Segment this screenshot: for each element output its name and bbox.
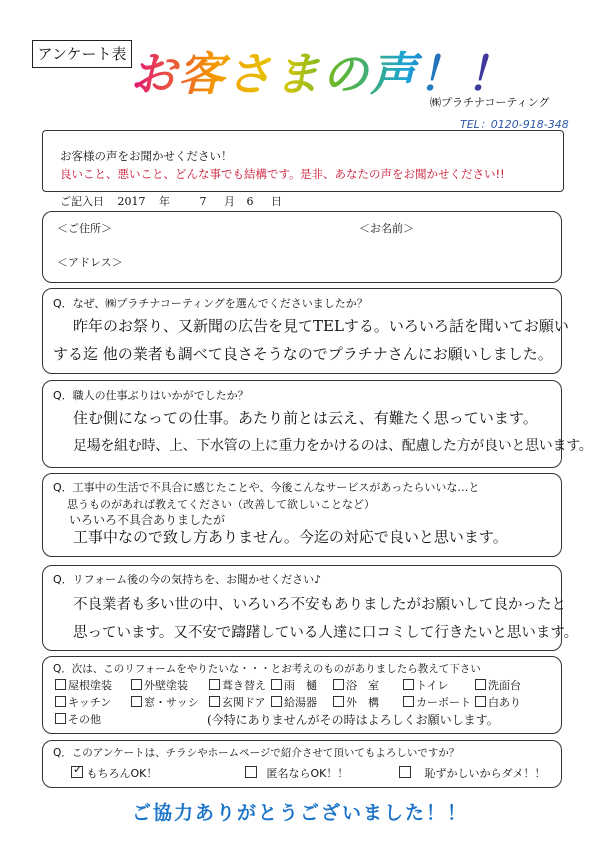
reform-option-label: 雨 樋 xyxy=(284,679,317,692)
question-box-1 xyxy=(42,288,569,374)
date-year-unit: 年 xyxy=(159,195,170,208)
address-label: ＜ご住所＞ xyxy=(57,222,112,235)
reform-option[interactable] xyxy=(403,677,448,693)
checkbox-icon[interactable] xyxy=(55,696,66,707)
reform-option[interactable] xyxy=(475,694,521,710)
checkbox-icon[interactable] xyxy=(131,696,142,707)
reform-option[interactable] xyxy=(333,677,379,693)
option-anonymous[interactable] xyxy=(245,765,348,781)
date-line xyxy=(60,193,282,209)
answer-3-small: いろいろ不具合ありましたが xyxy=(69,513,226,527)
option-ok[interactable] xyxy=(71,765,157,781)
question-2: Q．職人の仕事ぶりはいかがでしたか？ xyxy=(53,389,249,402)
answer-4-line-2: 思っています。又不安で躊躇している人達に口コミして行きたいと思います。 xyxy=(73,625,579,641)
question-box-6 xyxy=(42,740,562,788)
reform-option[interactable] xyxy=(271,677,317,693)
company-tel: TEL：0120-918-348 xyxy=(460,118,569,131)
date-day-unit: 日 xyxy=(271,195,282,208)
answer-3-main: 工事中なので致し方ありません。今迄の対応で良いと思います。 xyxy=(73,528,508,546)
checkbox-icon[interactable] xyxy=(55,713,66,724)
reform-option[interactable] xyxy=(403,694,471,710)
q5-handwritten-note: (今特にありませんがその時はよろしくお願いします。 xyxy=(207,713,499,727)
reform-option[interactable] xyxy=(131,677,188,693)
reform-option-label: 外 構 xyxy=(346,696,379,709)
reform-option-label: 玄関ドア xyxy=(222,696,266,709)
checkbox-icon[interactable] xyxy=(475,696,486,707)
answer-1-line-1: 昨年のお祭り、又新聞の広告を見てTELする。いろいろ話を聞いてお願い xyxy=(73,317,569,335)
question-1: Q．なぜ、㈱プラチナコーティングを選んでくださいましたか？ xyxy=(53,297,368,310)
reform-option-label: 白あり xyxy=(488,696,521,709)
date-month-unit: 月 xyxy=(224,195,235,208)
reform-option[interactable] xyxy=(333,694,379,710)
reform-option[interactable] xyxy=(131,694,199,710)
reform-option[interactable] xyxy=(271,694,317,710)
intro-line-2-red: 良いこと、悪いこと、どんな事でも結構です。 xyxy=(60,167,301,181)
question-box-4 xyxy=(42,565,579,651)
question-6: Q．このアンケートは、チラシやホームページで紹介させて頂いてもよろしいですか？ xyxy=(53,747,460,759)
reform-option-label: カーポート xyxy=(416,696,471,709)
survey-tag: アンケート表 xyxy=(32,40,132,68)
option-no-label: 恥ずかしいからダメ！！ xyxy=(424,767,546,780)
question-3-line-1: Q．工事中の生活で不具合に感じたことや、今後こんなサービスがあったらいいな…と xyxy=(53,481,480,494)
question-4: Q．リフォーム後の今の気持ちを、お聞かせください♪ xyxy=(53,573,322,586)
page-title: お客さまの声！！ xyxy=(130,38,514,104)
checkbox-icon[interactable] xyxy=(333,696,344,707)
checkbox-checked-icon[interactable]: ✓ xyxy=(73,763,83,776)
checkbox-icon[interactable] xyxy=(403,679,414,690)
reform-option-label: キッチン xyxy=(68,696,112,709)
answer-2-line-2: 足場を組む時、上、下水管の上に重力をかけるのは、配慮した方が良いと思います。 xyxy=(73,438,593,454)
address-box xyxy=(42,211,562,283)
checkbox-icon[interactable] xyxy=(209,696,220,707)
question-5: Q．次は、このリフォームをやりたいな・・・とお考えのものがありましたら教えて下さい xyxy=(53,663,481,675)
reform-option-label: その他 xyxy=(68,713,101,726)
question-box-2 xyxy=(42,380,593,468)
reform-option[interactable] xyxy=(209,677,266,693)
checkbox-icon[interactable] xyxy=(55,679,66,690)
reform-option-label: 洗面台 xyxy=(488,679,521,692)
intro-line-1: お客様の声をお聞かせください！ xyxy=(60,149,233,163)
date-day: 6 xyxy=(246,195,254,208)
checkbox-icon[interactable] xyxy=(399,766,411,778)
reform-option-label: 給湯器 xyxy=(284,696,317,709)
option-anonymous-label: 匿名ならOK！！ xyxy=(266,767,349,780)
option-no[interactable] xyxy=(399,765,546,781)
question-box-3 xyxy=(42,473,562,557)
reform-option[interactable] xyxy=(55,677,112,693)
reform-option[interactable] xyxy=(55,711,101,727)
company-name: ㈱プラチナコーティング xyxy=(430,96,550,109)
checkbox-icon[interactable] xyxy=(475,679,486,690)
checkbox-icon[interactable] xyxy=(245,766,257,778)
reform-option[interactable] xyxy=(55,694,111,710)
checkbox-icon[interactable] xyxy=(271,696,282,707)
checkbox-icon[interactable] xyxy=(209,679,220,690)
option-ok-label: もちろんOK！ xyxy=(86,767,158,780)
question-box-5 xyxy=(42,656,562,734)
date-month: 7 xyxy=(199,195,207,208)
reform-option[interactable] xyxy=(475,677,521,693)
reform-option[interactable] xyxy=(209,694,266,710)
checkbox-icon[interactable] xyxy=(271,679,282,690)
answer-4-line-1: 不良業者も多い世の中、いろいろ不安もありましたがお願いして良かったと xyxy=(73,597,566,613)
checkbox-icon[interactable] xyxy=(333,679,344,690)
answer-1-line-2: する迄 他の業者も調べて良さそうなのでプラチナさんにお願いしました。 xyxy=(53,345,553,363)
date-label: ご記入日 xyxy=(60,195,104,208)
name-label: ＜お名前＞ xyxy=(359,222,414,235)
checkbox-icon[interactable] xyxy=(403,696,414,707)
intro-line-2-rest: 是非、あなたの声をお聞かせください!! xyxy=(300,167,505,181)
reform-option-label: 浴 室 xyxy=(346,679,379,692)
answer-2-line-1: 住む側になっての仕事。あたり前とは云え、有難たく思っています。 xyxy=(73,409,538,427)
reform-option-label: 屋根塗装 xyxy=(68,679,112,692)
reform-option-label: トイレ xyxy=(416,679,449,692)
question-3-line-2: 思うものがあれば教えてください（改善して欲しいことなど） xyxy=(67,498,375,511)
reform-option-label: 窓・サッシ xyxy=(144,696,199,709)
email-label: ＜アドレス＞ xyxy=(57,256,123,269)
reform-option-label: 葺き替え xyxy=(222,679,266,692)
thanks-message: ご協力ありがとうございました！！ xyxy=(131,802,468,824)
date-year: 2017 xyxy=(117,195,146,208)
checkbox-icon[interactable] xyxy=(131,679,142,690)
reform-option-label: 外壁塗装 xyxy=(144,679,188,692)
